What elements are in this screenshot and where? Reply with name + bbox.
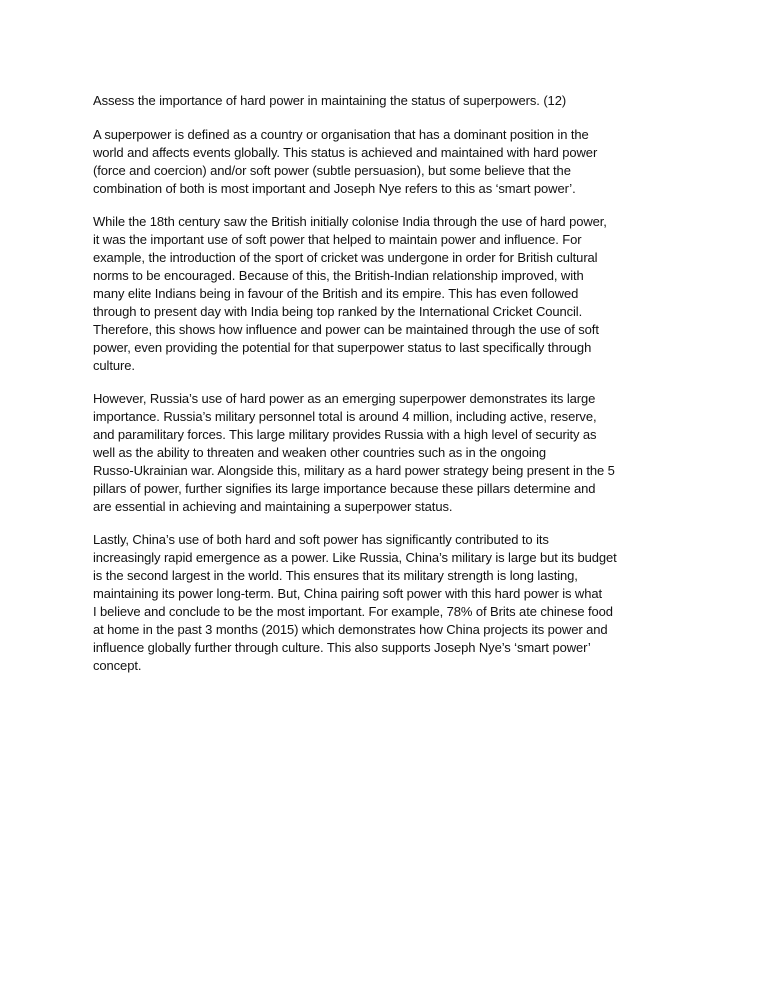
text-line: norms to be encouraged. Because of this, the British-Indian relationship improved, with: [93, 268, 584, 283]
text-line: Lastly, China’s use of both hard and soft power has significantly contributed to its: [93, 532, 549, 547]
text-line: are essential in achieving and maintaining a superpower status.: [93, 499, 453, 514]
text-line: increasingly rapid emergence as a power. Like Russia, China’s military is large but its budget: [93, 550, 617, 565]
text-line: well as the ability to threaten and weaken other countries such as in the ongoing: [93, 445, 546, 460]
paragraph-2: [93, 213, 617, 375]
paragraph-3: [93, 390, 617, 516]
text-line: many elite Indians being in favour of the British and its empire. This has even followed: [93, 286, 579, 301]
text-line: A superpower is defined as a country or organisation that has a dominant position in the: [93, 127, 589, 142]
text-line: culture.: [93, 358, 135, 373]
text-line: (force and coercion) and/or soft power (subtle persuasion), but some believe that the: [93, 163, 571, 178]
text-line: example, the introduction of the sport of cricket was undergone in order for British cultural: [93, 250, 598, 265]
text-line: maintaining its power long-term. But, China pairing soft power with this hard power is what: [93, 586, 602, 601]
text-line: influence globally further through culture. This also supports Joseph Nye’s ‘smart power’: [93, 640, 591, 655]
text-line: Russo-Ukrainian war. Alongside this, military as a hard power strategy being present in the 5: [93, 463, 615, 478]
text-line: concept.: [93, 658, 142, 673]
text-line: combination of both is most important and Joseph Nye refers to this as ‘smart power’.: [93, 181, 576, 196]
document-body: [93, 92, 617, 690]
text-line: importance. Russia’s military personnel total is around 4 million, including active, reserve,: [93, 409, 597, 424]
text-line: Therefore, this shows how influence and power can be maintained through the use of soft: [93, 322, 599, 337]
text-line: world and affects events globally. This status is achieved and maintained with hard power: [93, 145, 598, 160]
text-line: However, Russia’s use of hard power as an emerging superpower demonstrates its large: [93, 391, 596, 406]
paragraph-4: [93, 531, 617, 675]
paragraph-1: [93, 126, 617, 198]
text-line: and paramilitary forces. This large military provides Russia with a high level of security as: [93, 427, 597, 442]
text-line: While the 18th century saw the British initially colonise India through the use of hard power,: [93, 214, 607, 229]
text-line: through to present day with India being top ranked by the International Cricket Council.: [93, 304, 583, 319]
essay-question: Assess the importance of hard power in maintaining the status of superpowers. (12): [93, 93, 567, 108]
text-line: is the second largest in the world. This ensures that its military strength is long lasting,: [93, 568, 578, 583]
text-line: pillars of power, further signifies its large importance because these pillars determine and: [93, 481, 596, 496]
text-line: at home in the past 3 months (2015) which demonstrates how China projects its power and: [93, 622, 608, 637]
text-line: power, even providing the potential for that superpower status to last specifically through: [93, 340, 592, 355]
text-line: it was the important use of soft power that helped to maintain power and influence. For: [93, 232, 582, 247]
text-line: I believe and conclude to be the most important. For example, 78% of Brits ate chinese food: [93, 604, 613, 619]
